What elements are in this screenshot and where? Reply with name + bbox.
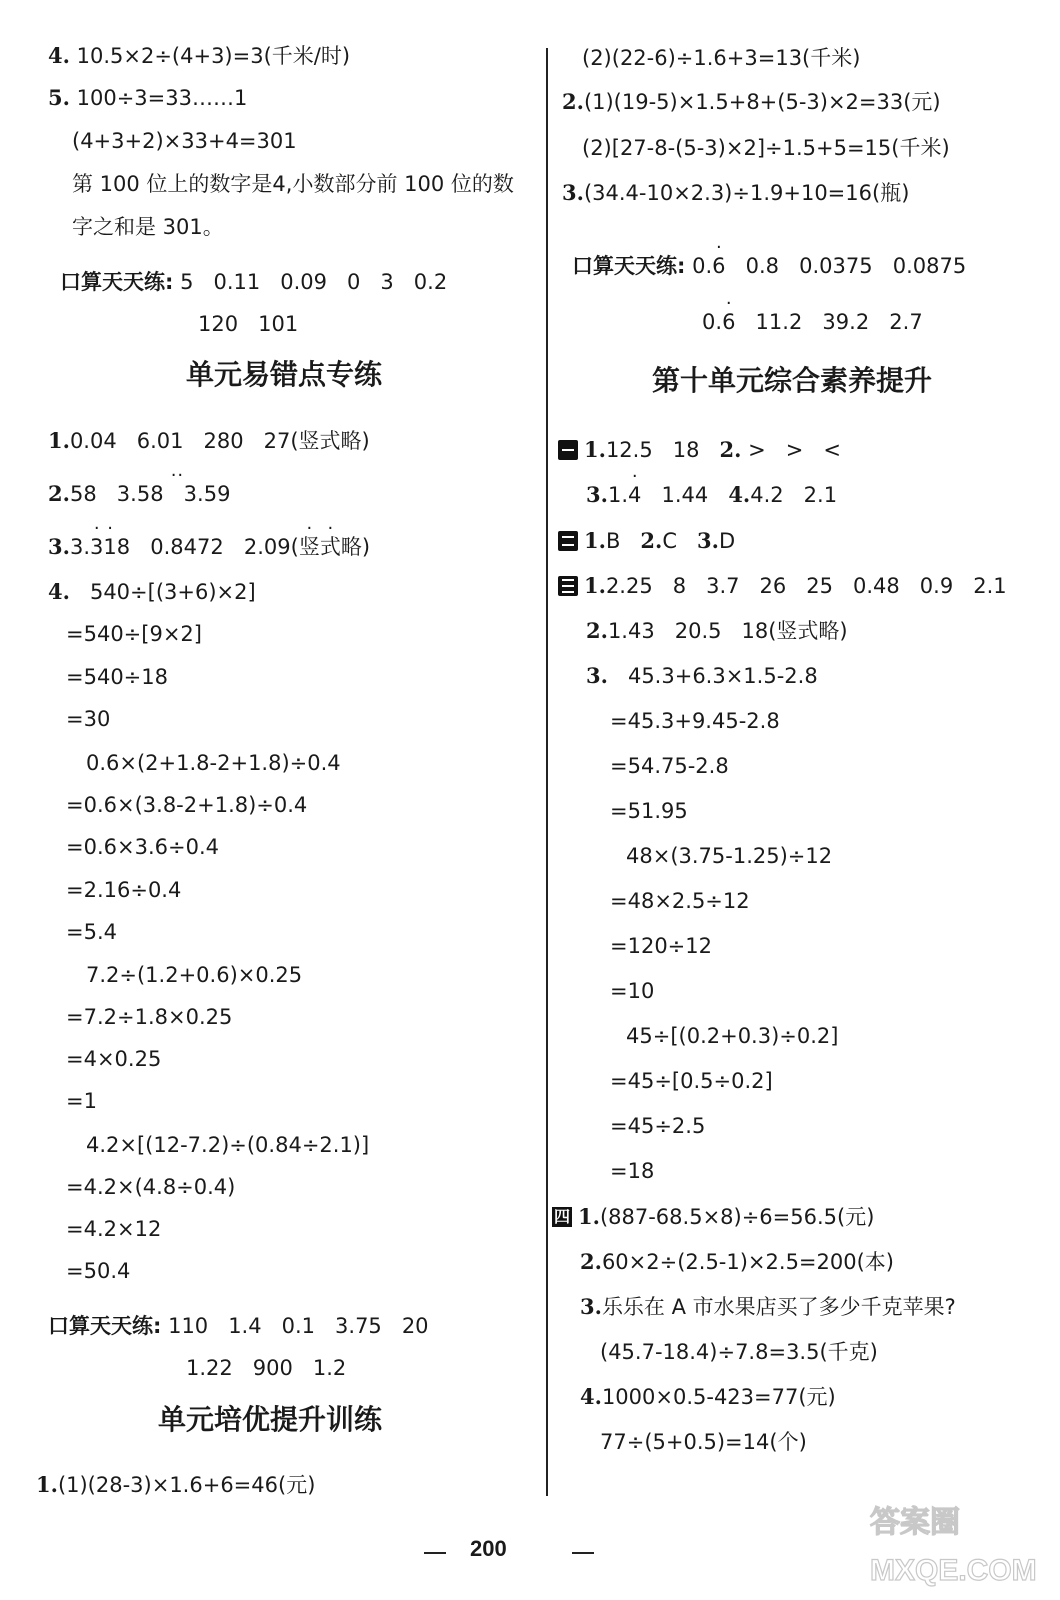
- line-text: =4.2×12: [66, 1217, 162, 1241]
- left-line: [66, 876, 181, 904]
- line-text: (1)(28-3)×1.6+6=46(元): [57, 1473, 316, 1497]
- line-text: (1)(19-5)×1.5+8+(5-3)×2=33(元): [583, 90, 941, 114]
- left-line: [48, 427, 370, 455]
- left-line: [66, 1257, 130, 1285]
- item-number: 2.: [562, 89, 584, 114]
- right-line: [558, 572, 1007, 600]
- line-text: (4+3+2)×33+4=301: [72, 129, 297, 153]
- line-text: =4.2×(4.8÷0.4): [66, 1175, 236, 1199]
- line-text: 0.· 6 0.8 0.0375 0.0875: [685, 254, 966, 278]
- line-text: 1.22 900 1.2: [186, 1356, 347, 1380]
- item-number: 3.: [586, 663, 608, 688]
- left-line: [86, 749, 341, 777]
- right-line: [582, 44, 860, 72]
- left-line: [186, 1354, 346, 1382]
- right-line: [586, 481, 837, 509]
- right-line: [610, 1112, 705, 1140]
- item-number: 2.: [580, 1249, 602, 1274]
- line-text: 5 0.11 0.09 0 3 0.2: [173, 270, 448, 294]
- page-number: 200: [470, 1536, 507, 1561]
- line-text: =18: [610, 1159, 655, 1183]
- left-line: [66, 620, 202, 648]
- item-number: 4.: [728, 482, 751, 507]
- left-line: [66, 1173, 235, 1201]
- line-text: 7.2÷(1.2+0.6)×0.25: [86, 963, 303, 987]
- watermark-url: MXQE.COM: [870, 1554, 1037, 1587]
- section-mark-icon: [558, 440, 578, 460]
- line-text: D: [718, 529, 736, 553]
- watermark-logo: [862, 1488, 1052, 1596]
- right-line: [580, 1248, 894, 1276]
- item-number: 1.: [584, 528, 606, 553]
- left-line: [66, 1215, 161, 1243]
- line-text: C: [662, 529, 698, 553]
- line-text: 3.· 3· 18 0.8472 2.09(竖式略): [70, 535, 370, 559]
- left-line: [86, 961, 302, 989]
- line-text: =540÷[9×2]: [66, 622, 202, 646]
- right-line: [626, 842, 832, 870]
- line-text: (45.7-18.4)÷7.8=3.5(千克): [600, 1340, 878, 1364]
- right-line: [610, 797, 688, 825]
- left-line: [66, 705, 110, 733]
- right-line: [610, 1157, 654, 1185]
- section-mark-icon: [558, 576, 578, 596]
- line-text: 120 101: [198, 312, 299, 336]
- left-line: [66, 791, 307, 819]
- line-text: =54.75-2.8: [610, 754, 729, 778]
- item-number: 2.: [719, 437, 742, 462]
- line-text: 字之和是 301。: [72, 215, 224, 239]
- line-text: =30: [66, 707, 111, 731]
- item-number: 1.: [36, 1472, 58, 1497]
- left-line: [66, 663, 168, 691]
- line-text: =2.16÷0.4: [66, 878, 182, 902]
- line-text: 45÷[(0.2+0.3)÷0.2]: [626, 1024, 839, 1048]
- left-line: [48, 533, 370, 561]
- item-number: 3.: [580, 1294, 602, 1319]
- line-text: =45÷[0.5÷0.2]: [610, 1069, 773, 1093]
- section-mark-four: 四: [554, 1207, 571, 1226]
- left-line: [66, 1045, 161, 1073]
- right-line: [610, 887, 750, 915]
- left-line: [72, 213, 224, 241]
- oral-practice-label: 口算天天练:: [572, 254, 686, 278]
- line-text: 1000×0.5-423=77(元): [601, 1385, 836, 1409]
- left-line: [66, 918, 117, 946]
- item-number: 1.: [584, 437, 606, 462]
- right-line: [610, 1067, 773, 1095]
- line-text: 58 3.58 · · 3.59: [70, 482, 231, 506]
- section-title: 单元易错点专练: [186, 358, 383, 391]
- column-divider: [546, 48, 548, 1496]
- item-number: 3.: [697, 528, 719, 553]
- item-number: 1.: [584, 573, 606, 598]
- left-line: [66, 1003, 232, 1031]
- right-line: [552, 1203, 874, 1231]
- line-text: =48×2.5÷12: [610, 889, 750, 913]
- left-line: [48, 578, 256, 606]
- left-line: [66, 1087, 97, 1115]
- line-text: 60×2÷(2.5-1)×2.5=200(本): [601, 1250, 894, 1274]
- oral-practice-label: 口算天天练:: [60, 270, 174, 294]
- line-text: =5.4: [66, 920, 117, 944]
- line-text: =45÷2.5: [610, 1114, 706, 1138]
- left-line: [66, 833, 219, 861]
- line-text: (887-68.5×8)÷6=56.5(元): [599, 1205, 875, 1229]
- right-line: [562, 88, 941, 116]
- line-text: 0.6×(2+1.8-2+1.8)÷0.4: [86, 751, 341, 775]
- line-text: =120÷12: [610, 934, 712, 958]
- right-line: [610, 707, 780, 735]
- line-text: 77÷(5+0.5)=14(个): [600, 1430, 807, 1454]
- item-number: 5.: [48, 85, 70, 110]
- item-number: 1.: [578, 1204, 600, 1229]
- watermark-glyphs: 答案圈: [870, 1506, 960, 1539]
- right-line: [580, 1293, 956, 1321]
- line-text: 第 100 位上的数字是4,小数部分前 100 位的数: [72, 172, 514, 196]
- item-number: 3.: [586, 482, 608, 507]
- left-line: [48, 84, 247, 112]
- right-line: [600, 1338, 878, 1366]
- line-text: 0.· 6 11.2 39.2 2.7: [702, 310, 923, 334]
- line-text: 100÷3=33……1: [69, 86, 248, 110]
- line-text: 110 1.4 0.1 3.75 20: [161, 1314, 429, 1338]
- section-title: 单元培优提升训练: [158, 1403, 383, 1436]
- line-text: (2)[27-8-(5-3)×2]÷1.5+5=15(千米): [582, 136, 950, 160]
- section-mark-icon: [558, 531, 578, 551]
- line-text: =0.6×(3.8-2+1.8)÷0.4: [66, 793, 308, 817]
- left-line: [60, 268, 447, 296]
- oral-practice-label: 口算天天练:: [48, 1314, 162, 1338]
- line-text: 4.2 2.1: [750, 483, 838, 507]
- item-number: 2.: [48, 481, 70, 506]
- right-line: [610, 977, 654, 1005]
- line-text: 540÷[(3+6)×2]: [69, 580, 256, 604]
- line-text: 乐乐在 A 市水果店买了多少千克苹果?: [601, 1295, 956, 1319]
- right-line: [610, 932, 712, 960]
- item-number: 3.: [48, 534, 70, 559]
- line-text: 1.· 4 1.44: [608, 483, 728, 507]
- item-number: 4.: [580, 1384, 602, 1409]
- item-number: 4.: [48, 579, 70, 604]
- line-text: 0.04 6.01 280 27(竖式略): [69, 429, 370, 453]
- line-text: 12.5 18: [605, 438, 720, 462]
- line-text: =51.95: [610, 799, 688, 823]
- line-text: 1.43 20.5 18(竖式略): [607, 619, 848, 643]
- left-line: [86, 1131, 369, 1159]
- right-line: [600, 1428, 807, 1456]
- left-line: [48, 1312, 429, 1340]
- right-line: [702, 308, 923, 336]
- right-line: [586, 662, 818, 690]
- line-text: =7.2÷1.8×0.25: [66, 1005, 233, 1029]
- line-text: (2)(22-6)÷1.6+3=13(千米): [582, 46, 861, 70]
- section-title: 第十单元综合素养提升: [652, 364, 933, 397]
- line-text: 48×(3.75-1.25)÷12: [626, 844, 833, 868]
- line-text: (34.4-10×2.3)÷1.9+10=16(瓶): [583, 181, 910, 205]
- right-line: [558, 436, 841, 464]
- item-number: 4.: [48, 43, 70, 68]
- right-line: [586, 617, 848, 645]
- item-number: 2.: [640, 528, 663, 553]
- right-line: [626, 1022, 838, 1050]
- line-text: 4.2×[(12-7.2)÷(0.84÷2.1)]: [86, 1133, 370, 1157]
- line-text: =45.3+9.45-2.8: [610, 709, 780, 733]
- line-text: =4×0.25: [66, 1047, 162, 1071]
- line-text: 10.5×2÷(4+3)=3(千米/时): [69, 44, 351, 68]
- right-line: [580, 1383, 836, 1411]
- right-line: [582, 134, 950, 162]
- line-text: =10: [610, 979, 655, 1003]
- left-line: [72, 127, 297, 155]
- page-number-dash-left: [424, 1552, 446, 1554]
- page-number-dash-right: [572, 1552, 594, 1554]
- left-line: [198, 310, 298, 338]
- left-line: [36, 1471, 315, 1499]
- right-line: [562, 179, 909, 207]
- line-text: =50.4: [66, 1259, 131, 1283]
- left-line: [48, 480, 230, 508]
- item-number: 1.: [48, 428, 70, 453]
- line-text: 2.25 8 3.7 26 25 0.48 0.9 2.1: [605, 574, 1007, 598]
- line-text: > > <: [741, 438, 841, 462]
- left-line: [48, 42, 350, 70]
- line-text: =1: [66, 1089, 97, 1113]
- line-text: =540÷18: [66, 665, 168, 689]
- line-text: =0.6×3.6÷0.4: [66, 835, 219, 859]
- right-line: [572, 252, 966, 280]
- left-line: [72, 170, 514, 198]
- item-number: 2.: [586, 618, 608, 643]
- line-text: 45.3+6.3×1.5-2.8: [607, 664, 818, 688]
- right-line: [610, 752, 729, 780]
- right-line: [558, 527, 735, 555]
- item-number: 3.: [562, 180, 584, 205]
- line-text: B: [605, 529, 641, 553]
